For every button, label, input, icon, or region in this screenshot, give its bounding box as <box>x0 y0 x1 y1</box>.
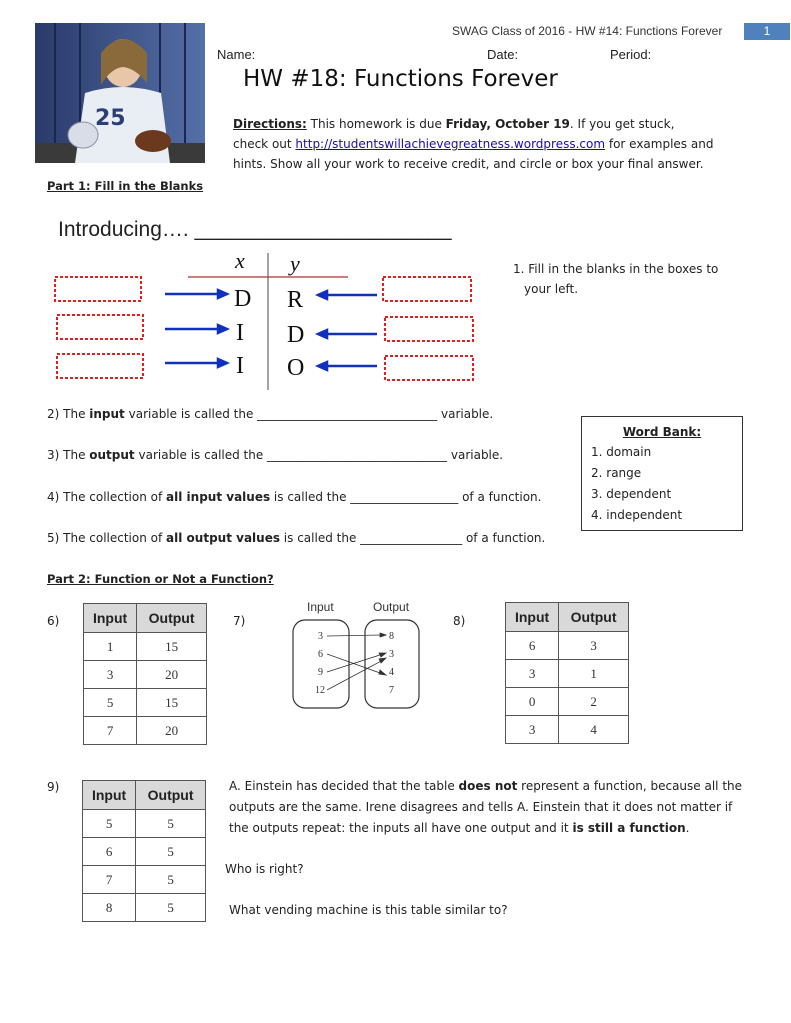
table-cell: 3 <box>559 632 629 660</box>
mapping-output-value: 8 <box>389 631 394 642</box>
col-header: Output <box>137 604 207 633</box>
mapping-input-value: 9 <box>318 667 323 678</box>
table-cell: 3 <box>84 661 137 689</box>
q1-line: 1. Fill in the blanks in the boxes to <box>513 262 719 276</box>
q-text: is called the __________________ of a function. <box>270 490 542 504</box>
table-row <box>84 633 207 661</box>
q7-mapping-diagram <box>285 598 435 713</box>
q9-line <box>229 818 759 839</box>
table-cell: 1 <box>84 633 137 661</box>
q-text: 3) The <box>47 448 90 462</box>
q1-instruction <box>513 259 718 299</box>
table-row <box>84 661 207 689</box>
q-bold: all input values <box>166 490 271 504</box>
table-cell: 5 <box>136 894 206 922</box>
letter-r: R <box>287 287 304 313</box>
letter-i: I <box>236 320 244 346</box>
table-cell: 4 <box>559 716 629 744</box>
blank-box-left-3 <box>57 354 143 378</box>
directions-line-1 <box>233 114 753 134</box>
blank-box-right-2 <box>385 317 473 341</box>
directions-line-2 <box>233 134 753 154</box>
q7-label: 7) <box>233 614 246 628</box>
q9-label: 9) <box>47 780 60 794</box>
mapping-output-value: 3 <box>389 649 394 660</box>
blank-box-right-1 <box>383 277 471 301</box>
table-row <box>506 632 629 660</box>
table-row <box>83 838 206 866</box>
wordpress-link[interactable]: http://studentswillachievegreatness.wordpress.com <box>295 137 606 151</box>
directions-text: for examples and <box>605 137 714 151</box>
word-bank-item: 4. independent <box>591 508 683 522</box>
table-cell: 5 <box>83 810 136 838</box>
q9-paragraph <box>229 776 759 839</box>
mapping-input-title: Input <box>307 600 334 614</box>
table-cell: 3 <box>506 660 559 688</box>
mapping-arrow <box>327 660 383 690</box>
table-header-row <box>84 604 207 633</box>
table-cell: 7 <box>83 866 136 894</box>
q9-line <box>229 776 759 797</box>
vending-machine-question: What vending machine is this table similar to? <box>229 903 508 917</box>
q8-label: 8) <box>453 614 466 628</box>
q9-text: . <box>685 821 690 835</box>
table-cell: 20 <box>137 717 207 745</box>
table-cell: 20 <box>137 661 207 689</box>
question-2 <box>47 404 493 424</box>
word-bank-item: 3. dependent <box>591 487 672 501</box>
question-4 <box>47 487 541 507</box>
directions <box>233 114 753 174</box>
table-row <box>506 660 629 688</box>
table-cell: 3 <box>506 716 559 744</box>
word-bank-title: Word Bank: <box>622 425 702 439</box>
svg-text:25: 25 <box>95 106 126 131</box>
q-bold: input <box>89 407 125 421</box>
table-row <box>506 688 629 716</box>
q1-line: your left. <box>524 282 579 296</box>
table-cell: 2 <box>559 688 629 716</box>
word-bank-item: 1. domain <box>591 445 652 459</box>
mapping-output-value: 4 <box>389 667 394 678</box>
mapping-output-title: Output <box>373 600 410 614</box>
table-row <box>83 894 206 922</box>
directions-text: . If you get stuck, <box>569 117 675 131</box>
table-cell: 15 <box>137 689 207 717</box>
course-header: SWAG Class of 2016 - HW #14: Functions Forever <box>452 24 723 38</box>
table-cell: 5 <box>84 689 137 717</box>
q-text: variable is called the ______________________________ variable. <box>124 407 494 421</box>
q6-table <box>83 603 207 745</box>
letter-i: I <box>236 353 244 379</box>
mapping-input-value: 12 <box>315 685 325 696</box>
letter-d: D <box>234 286 252 312</box>
y-label: y <box>290 251 300 276</box>
word-bank <box>581 416 743 531</box>
table-row <box>506 716 629 744</box>
table-row <box>83 866 206 894</box>
table-cell: 5 <box>136 838 206 866</box>
q9-bold: does not <box>458 779 518 793</box>
page-title: HW #18: Functions Forever <box>243 66 558 92</box>
blank-box-left-1 <box>55 277 141 301</box>
x-label: x <box>235 248 245 273</box>
q-text: is called the _________________ of a function. <box>279 531 546 545</box>
q9-text: A. Einstein has decided that the table <box>229 779 459 793</box>
q8-table <box>505 602 629 744</box>
question-3 <box>47 445 503 465</box>
table-cell: 0 <box>506 688 559 716</box>
table-cell: 5 <box>136 866 206 894</box>
q6-label: 6) <box>47 614 60 628</box>
part1-heading: Part 1: Fill in the Blanks <box>47 179 204 193</box>
q-bold: output <box>89 448 135 462</box>
due-date: Friday, October 19 <box>445 117 570 131</box>
col-header: Input <box>506 603 559 632</box>
q9-text: the outputs repeat: the inputs all have one output and it <box>229 821 573 835</box>
q-bold: all output values <box>166 531 280 545</box>
table-cell: 15 <box>137 633 207 661</box>
table-cell: 1 <box>559 660 629 688</box>
table-cell: 5 <box>136 810 206 838</box>
col-header: Output <box>559 603 629 632</box>
part2-heading: Part 2: Function or Not a Function? <box>47 572 274 586</box>
letter-o: O <box>287 355 305 381</box>
name-label: Name: <box>217 47 256 62</box>
q-text: variable is called the ______________________________ variable. <box>134 448 504 462</box>
table-cell: 6 <box>83 838 136 866</box>
col-header: Input <box>84 604 137 633</box>
mapping-output-value: 7 <box>389 685 394 696</box>
period-label: Period: <box>610 47 652 62</box>
word-bank-list <box>582 442 742 526</box>
football-player-photo <box>35 23 205 163</box>
directions-text: check out <box>233 137 296 151</box>
mapping-input-value: 6 <box>318 649 323 660</box>
letter-d: D <box>287 322 305 348</box>
q-text: 5) The collection of <box>47 531 167 545</box>
blank-box-right-3 <box>385 356 473 380</box>
table-header-row <box>83 781 206 810</box>
table-cell: 8 <box>83 894 136 922</box>
q9-text: represent a function, because all the <box>517 779 743 793</box>
table-cell: 7 <box>84 717 137 745</box>
q9-line: outputs are the same. Irene disagrees and tells A. Einstein that it does not matter if <box>229 800 733 814</box>
col-header: Output <box>136 781 206 810</box>
table-row <box>83 810 206 838</box>
introducing-heading: Introducing…. ______________________ <box>58 218 452 241</box>
q9-table <box>82 780 206 922</box>
function-diagram <box>45 245 485 395</box>
table-header-row <box>506 603 629 632</box>
table-row <box>84 717 207 745</box>
mapping-arrow <box>327 635 383 636</box>
mapping-input-value: 3 <box>318 631 323 642</box>
directions-label: Directions: <box>233 117 307 131</box>
q-text: 2) The <box>47 407 90 421</box>
table-row <box>84 689 207 717</box>
question-5 <box>47 528 545 548</box>
q-text: 4) The collection of <box>47 490 167 504</box>
blank-box-left-2 <box>57 315 143 339</box>
directions-line-3: hints. Show all your work to receive credit, and circle or box your final answer. <box>233 157 704 171</box>
who-is-right-question: Who is right? <box>225 862 304 876</box>
page-number-badge: 1 <box>744 23 790 40</box>
date-label: Date: <box>487 47 519 62</box>
table-cell: 6 <box>506 632 559 660</box>
q9-bold: is still a function <box>572 821 686 835</box>
col-header: Input <box>83 781 136 810</box>
word-bank-item: 2. range <box>591 466 642 480</box>
directions-text: This homework is due <box>306 117 446 131</box>
